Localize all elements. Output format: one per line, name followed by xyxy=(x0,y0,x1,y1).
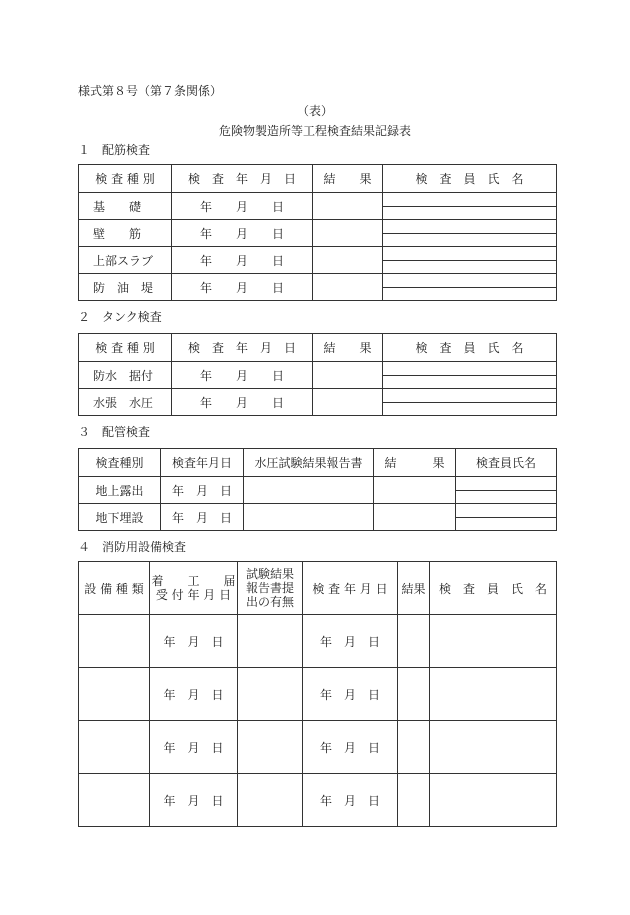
header-inspection-date: 検 査 年 月 日 xyxy=(172,165,313,193)
page-title: 危険物製造所等工程検査結果記録表 xyxy=(218,124,411,138)
row-report-cell[interactable] xyxy=(244,504,374,531)
row-result-cell[interactable] xyxy=(374,504,456,531)
row-report-cell[interactable] xyxy=(244,477,374,504)
table-row xyxy=(79,389,557,416)
tank-inspection-table xyxy=(78,333,557,416)
row-inspector-cell[interactable] xyxy=(383,247,557,274)
table-header-row xyxy=(79,562,557,615)
row-type: 壁 筋 xyxy=(79,220,172,247)
header-equipment-type: 設 備 種 類 xyxy=(79,562,150,615)
row-date: 年 月 日 xyxy=(172,274,313,301)
table-row xyxy=(79,193,557,220)
row-inspector-cell[interactable] xyxy=(430,615,557,668)
header-inspector-name: 検査員氏名 xyxy=(456,449,557,477)
row-result-cell[interactable] xyxy=(313,247,383,274)
row-type: 地下埋設 xyxy=(79,504,161,531)
row-equipment-cell[interactable] xyxy=(79,721,150,774)
row-date: 年 月 日 xyxy=(172,220,313,247)
row-result-cell[interactable] xyxy=(313,362,383,389)
row-equipment-cell[interactable] xyxy=(79,668,150,721)
row-start-date: 年 月 日 xyxy=(150,774,238,827)
header-result: 結 果 xyxy=(313,334,383,362)
row-inspection-date: 年 月 日 xyxy=(303,668,398,721)
header-start-notice-line1: 着 工 届 xyxy=(151,574,236,588)
row-start-date: 年 月 日 xyxy=(150,721,238,774)
form-number: 様式第８号（第７条関係） xyxy=(78,84,223,98)
header-inspection-type: 検 査 種 別 xyxy=(79,165,172,193)
row-inspection-date: 年 月 日 xyxy=(303,615,398,668)
row-inspector-cell[interactable] xyxy=(383,362,557,389)
row-result-cell[interactable] xyxy=(313,274,383,301)
header-inspection-date: 検 査 年 月 日 xyxy=(303,562,398,615)
header-result: 結果 xyxy=(398,562,430,615)
table-header-row xyxy=(79,165,557,193)
header-inspection-date: 検査年月日 xyxy=(161,449,244,477)
section-3-heading: ３ 配管検査 xyxy=(78,425,151,439)
row-result-cell[interactable] xyxy=(313,389,383,416)
table-header-row xyxy=(79,449,557,477)
row-date: 年 月 日 xyxy=(172,389,313,416)
header-start-notice-date xyxy=(150,562,238,615)
row-type: 防水 据付 xyxy=(79,362,172,389)
row-result-cell[interactable] xyxy=(398,774,430,827)
row-equipment-cell[interactable] xyxy=(79,774,150,827)
row-equipment-cell[interactable] xyxy=(79,615,150,668)
header-test-report-submitted xyxy=(238,562,303,615)
table-row xyxy=(79,477,557,504)
row-inspector-cell[interactable] xyxy=(383,389,557,416)
row-date: 年 月 日 xyxy=(172,362,313,389)
section-1-heading: １ 配筋検査 xyxy=(78,143,151,157)
header-pressure-test-report: 水圧試験結果報告書 xyxy=(244,449,374,477)
row-report-cell[interactable] xyxy=(238,668,303,721)
row-type: 地上露出 xyxy=(79,477,161,504)
header-result: 結 果 xyxy=(374,449,456,477)
row-date: 年 月 日 xyxy=(172,193,313,220)
table-row xyxy=(79,504,557,531)
row-type: 基 礎 xyxy=(79,193,172,220)
row-result-cell[interactable] xyxy=(398,615,430,668)
table-row xyxy=(79,274,557,301)
header-test-report-line2: 報告書提 xyxy=(245,581,294,595)
row-inspection-date: 年 月 日 xyxy=(303,721,398,774)
front-label: （表） xyxy=(296,104,333,118)
header-inspector-name: 検 査 員 氏 名 xyxy=(430,562,557,615)
row-inspector-cell[interactable] xyxy=(456,504,557,531)
piping-inspection-table xyxy=(78,448,557,531)
row-inspector-cell[interactable] xyxy=(430,721,557,774)
table-row xyxy=(79,668,557,721)
row-inspector-cell[interactable] xyxy=(383,220,557,247)
row-date: 年 月 日 xyxy=(172,247,313,274)
header-inspection-type: 検 査 種 別 xyxy=(79,334,172,362)
row-type: 水張 水圧 xyxy=(79,389,172,416)
row-inspection-date: 年 月 日 xyxy=(303,774,398,827)
row-inspector-cell[interactable] xyxy=(383,193,557,220)
row-start-date: 年 月 日 xyxy=(150,668,238,721)
header-inspection-type: 検査種別 xyxy=(79,449,161,477)
row-report-cell[interactable] xyxy=(238,615,303,668)
table-row xyxy=(79,721,557,774)
row-inspector-cell[interactable] xyxy=(383,274,557,301)
row-date: 年 月 日 xyxy=(161,504,244,531)
header-inspector-name: 検 査 員 氏 名 xyxy=(383,334,557,362)
header-result: 結 果 xyxy=(313,165,383,193)
row-result-cell[interactable] xyxy=(398,668,430,721)
row-inspector-cell[interactable] xyxy=(430,668,557,721)
row-inspector-cell[interactable] xyxy=(430,774,557,827)
row-inspector-cell[interactable] xyxy=(456,477,557,504)
table-row xyxy=(79,247,557,274)
table-row xyxy=(79,615,557,668)
row-result-cell[interactable] xyxy=(398,721,430,774)
fire-equipment-inspection-table xyxy=(78,561,557,827)
row-type: 防 油 堤 xyxy=(79,274,172,301)
header-test-report-line1: 試験結果 xyxy=(245,567,294,581)
row-type: 上部スラブ xyxy=(79,247,172,274)
row-start-date: 年 月 日 xyxy=(150,615,238,668)
row-result-cell[interactable] xyxy=(313,220,383,247)
section-4-heading: ４ 消防用設備検査 xyxy=(78,540,187,554)
row-result-cell[interactable] xyxy=(313,193,383,220)
table-row xyxy=(79,362,557,389)
header-test-report-line3: 出の有無 xyxy=(245,595,294,609)
row-report-cell[interactable] xyxy=(238,774,303,827)
row-result-cell[interactable] xyxy=(374,477,456,504)
section-2-heading: ２ タンク検査 xyxy=(78,310,162,324)
row-report-cell[interactable] xyxy=(238,721,303,774)
table-row xyxy=(79,220,557,247)
header-inspection-date: 検 査 年 月 日 xyxy=(172,334,313,362)
table-header-row xyxy=(79,334,557,362)
header-start-notice-line2: 受 付 年 月 日 xyxy=(155,588,232,602)
header-inspector-name: 検 査 員 氏 名 xyxy=(383,165,557,193)
row-date: 年 月 日 xyxy=(161,477,244,504)
rebar-inspection-table xyxy=(78,164,557,301)
table-row xyxy=(79,774,557,827)
